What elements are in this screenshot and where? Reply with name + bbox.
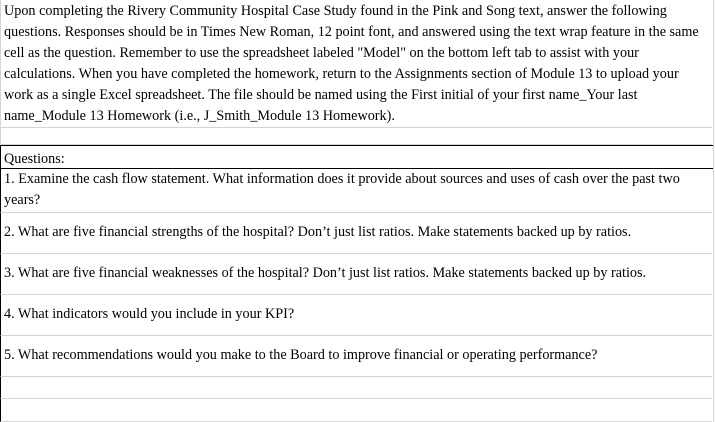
empty-cell[interactable] — [0, 377, 712, 399]
column-gridline — [713, 0, 714, 422]
question-text-3: 3. What are five financial weaknesses of the hospital? Don’t just list ratios. Make statements backed up by ratios. — [4, 265, 647, 281]
instructions-text: Upon completing the Rivery Community Hospital Case Study found in the Pink and Song text, answer the following questions. Responses should be in Times New Roman, 12 point font, and answered using the text wrap feature in the same cell as the question. Remember to use the spreadsheet labeled "Model" on the bottom left tab to assist with your calculations. When you have completed the homework, return to the Assignments section of Module 13 to upload your work as a single Excel spreadsheet. The file should be named using the First initial of your first name_Your last name_Module 13 Homework (i.e., J_Smith_Module 13 Homework). — [4, 3, 699, 124]
question-text-2: 2. What are five financial strengths of the hospital? Don’t just list ratios. Make statements backed up by ratios. — [4, 224, 632, 240]
questions-header-cell[interactable] — [0, 145, 713, 169]
empty-cell[interactable] — [0, 128, 712, 145]
empty-cell[interactable] — [0, 399, 712, 422]
question-cell-1[interactable] — [0, 169, 712, 213]
question-text-5: 5. What recommendations would you make to the Board to improve financial or operating performance? — [4, 347, 598, 363]
question-cell-3[interactable] — [0, 254, 712, 295]
questions-header: Questions: — [4, 151, 65, 167]
question-cell-2[interactable] — [0, 213, 712, 254]
question-cell-4[interactable] — [0, 295, 712, 336]
question-cell-5[interactable] — [0, 336, 712, 377]
question-text-4: 4. What indicators would you include in your KPI? — [4, 306, 295, 322]
instructions-cell[interactable] — [0, 0, 712, 128]
question-text-1: 1. Examine the cash flow statement. What information does it provide about sources and uses of cash over the past two years? — [4, 171, 680, 208]
